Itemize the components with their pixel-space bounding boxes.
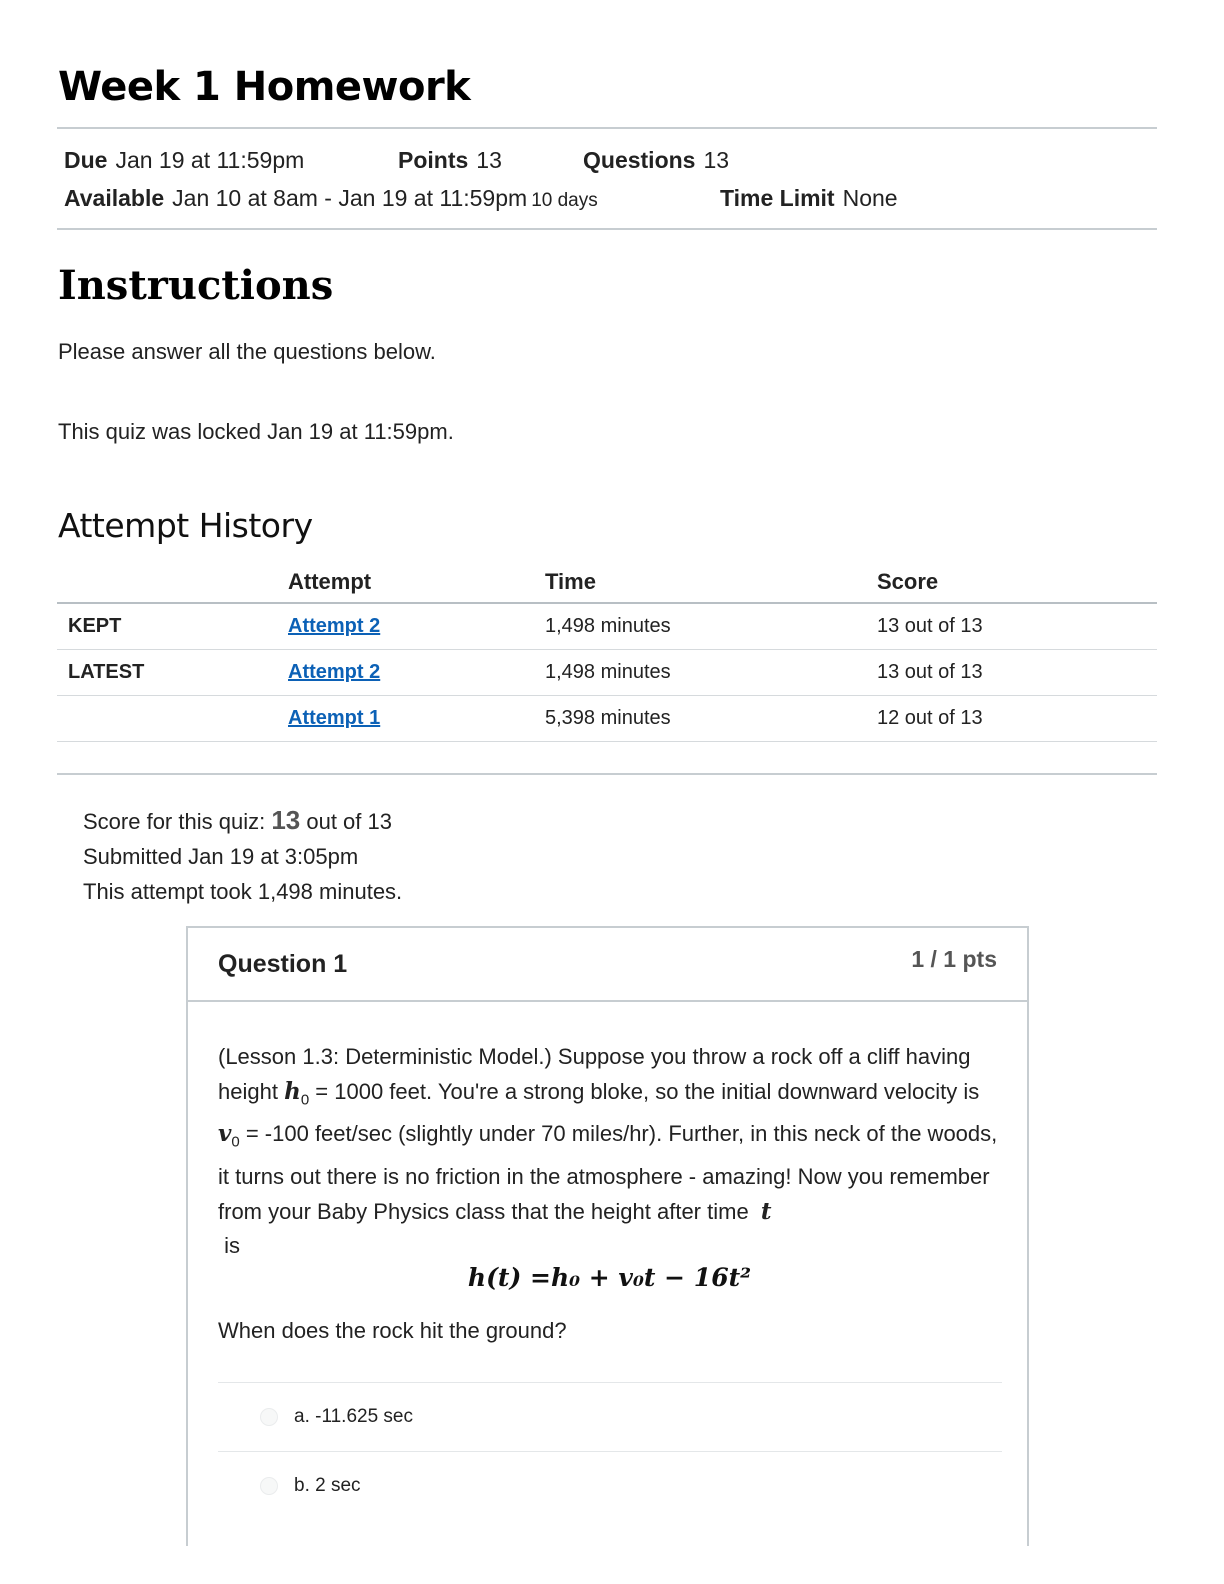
attempt-time: 5,398 minutes bbox=[545, 696, 877, 742]
question-points: 1 / 1 pts bbox=[911, 946, 997, 972]
score-suffix: out of 13 bbox=[306, 809, 392, 834]
divider bbox=[57, 228, 1157, 230]
questions-count bbox=[583, 147, 729, 174]
table-row bbox=[57, 650, 1157, 696]
math-variable-v: v bbox=[218, 1120, 232, 1148]
due-date bbox=[64, 147, 304, 174]
answer-option[interactable] bbox=[260, 1475, 361, 1497]
answer-divider bbox=[218, 1451, 1002, 1452]
due-value: Jan 19 at 11:59pm bbox=[115, 147, 305, 173]
question-text bbox=[218, 1040, 998, 1264]
height-equation: h(t) =h₀ + v₀t − 16t² bbox=[467, 1263, 752, 1292]
questions-value: 13 bbox=[703, 147, 730, 173]
attempt-history-table bbox=[57, 562, 1157, 742]
question-text-part: = -100 feet/sec (slightly under 70 miles/hr). Further, in this neck of the woods, it turns out there is no friction in the atmosphere - amazing! Now you remember from your Baby Physics class that the height after time bbox=[218, 1121, 998, 1224]
answer-option[interactable] bbox=[260, 1406, 413, 1428]
math-subscript: 0 bbox=[300, 1090, 310, 1108]
answer-label: a. -11.625 sec bbox=[294, 1406, 414, 1427]
column-header bbox=[57, 562, 288, 603]
question-header bbox=[188, 928, 1027, 1002]
column-header-time: Time bbox=[545, 562, 877, 603]
attempt-time: 1,498 minutes bbox=[545, 603, 877, 650]
column-header-score: Score bbox=[877, 562, 1157, 603]
question-text-part: is bbox=[224, 1233, 241, 1259]
due-label: Due bbox=[64, 147, 108, 173]
table-row bbox=[57, 696, 1157, 742]
math-variable-t: t bbox=[760, 1197, 772, 1225]
attempt-link[interactable]: Attempt 2 bbox=[288, 661, 381, 683]
question-text-part: (Lesson 1.3: Deterministic Model.) Suppose you throw a rock off a cliff having height bbox=[218, 1044, 971, 1104]
radio-button[interactable] bbox=[260, 1477, 278, 1495]
table-row bbox=[57, 603, 1157, 650]
instructions-heading: Instructions bbox=[58, 262, 334, 309]
question-text-part: = 1000 feet. You're a strong bloke, so the initial downward velocity is bbox=[315, 1078, 980, 1104]
attempt-link[interactable]: Attempt 2 bbox=[288, 615, 381, 637]
points-value: 13 bbox=[476, 147, 502, 173]
divider bbox=[57, 773, 1157, 775]
questions-label: Questions bbox=[583, 147, 696, 173]
attempt-link[interactable]: Attempt 1 bbox=[288, 707, 381, 729]
quiz-score-line bbox=[83, 803, 402, 839]
attempt-history-heading: Attempt History bbox=[58, 506, 313, 545]
attempt-status-label: KEPT bbox=[57, 603, 288, 650]
math-subscript: 0 bbox=[231, 1133, 240, 1151]
radio-button[interactable] bbox=[260, 1408, 278, 1426]
points-label: Points bbox=[398, 147, 469, 173]
points bbox=[398, 147, 502, 174]
attempt-score: 13 out of 13 bbox=[877, 650, 1157, 696]
score-value: 13 bbox=[271, 805, 301, 835]
answer-divider bbox=[218, 1382, 1002, 1383]
attempt-score: 12 out of 13 bbox=[877, 696, 1157, 742]
column-header-attempt: Attempt bbox=[288, 562, 545, 603]
math-variable-h: h bbox=[284, 1077, 301, 1105]
time-limit-value: None bbox=[842, 185, 898, 211]
attempt-time: 1,498 minutes bbox=[545, 650, 877, 696]
available-value: Jan 10 at 8am - Jan 19 at 11:59pm bbox=[172, 185, 528, 211]
availability bbox=[64, 185, 598, 212]
question-title: Question 1 bbox=[218, 950, 348, 978]
submitted-time: Submitted Jan 19 at 3:05pm bbox=[83, 844, 359, 869]
attempt-duration: This attempt took 1,498 minutes. bbox=[83, 879, 403, 904]
available-label: Available bbox=[64, 185, 165, 211]
page-title: Week 1 Homework bbox=[58, 64, 471, 110]
available-duration: 10 days bbox=[531, 190, 598, 211]
time-limit bbox=[720, 185, 898, 212]
score-summary bbox=[83, 803, 402, 909]
answer-label: b. 2 sec bbox=[294, 1475, 361, 1496]
score-prefix: Score for this quiz: bbox=[83, 809, 266, 834]
divider bbox=[57, 127, 1157, 129]
question-prompt: When does the rock hit the ground? bbox=[218, 1318, 567, 1343]
locked-notice: This quiz was locked Jan 19 at 11:59pm. bbox=[58, 419, 454, 444]
attempt-status-label: LATEST bbox=[57, 650, 288, 696]
time-limit-label: Time Limit bbox=[720, 185, 835, 211]
instructions-text: Please answer all the questions below. bbox=[58, 339, 436, 364]
attempt-score: 13 out of 13 bbox=[877, 603, 1157, 650]
table-header-row bbox=[57, 562, 1157, 603]
attempt-status-label bbox=[57, 696, 288, 742]
question-card bbox=[186, 926, 1029, 1546]
